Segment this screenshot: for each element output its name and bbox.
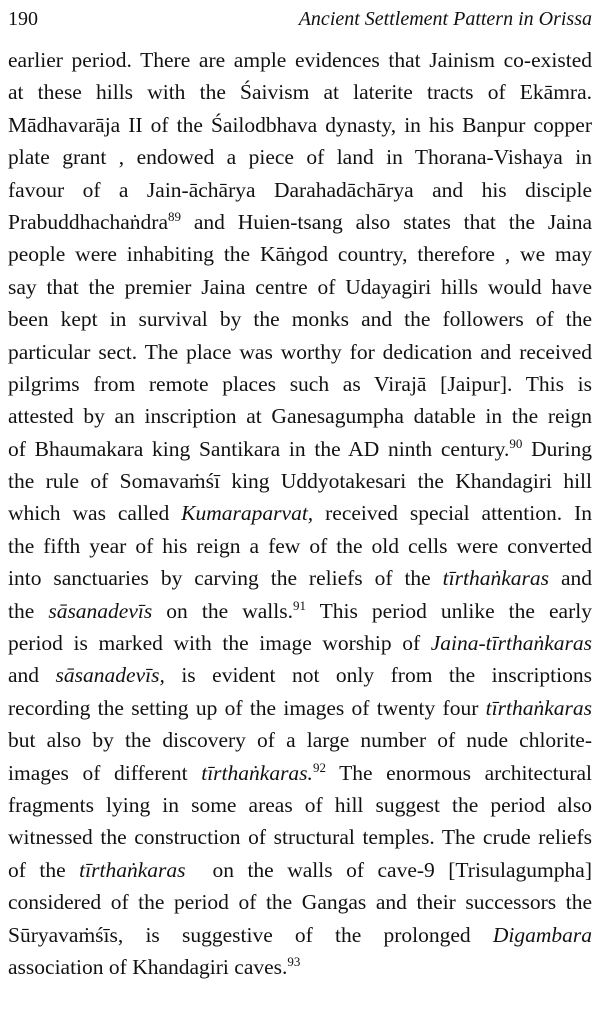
text-line bbox=[8, 951, 592, 983]
text-line bbox=[8, 303, 592, 335]
text-line bbox=[8, 238, 592, 270]
italic-term: sāsanadevīs bbox=[48, 598, 153, 623]
footnote-marker: 91 bbox=[292, 597, 306, 613]
text-run: of Bhaumakara king Santikara in the AD ninth century. bbox=[8, 436, 510, 461]
italic-term: Jaina-tīrthaṅkaras bbox=[430, 631, 592, 656]
text-run: During bbox=[522, 436, 592, 461]
text-line bbox=[8, 400, 592, 432]
text-line bbox=[8, 627, 592, 659]
text-line bbox=[8, 659, 592, 691]
text-line bbox=[8, 886, 592, 918]
text-line bbox=[8, 724, 592, 756]
text-run: say that the premier Jaina centre of Udayagiri hills would have bbox=[8, 274, 592, 299]
text-run: association of Khandagiri caves. bbox=[8, 954, 288, 979]
text-line bbox=[8, 271, 592, 303]
text-line bbox=[8, 562, 592, 594]
text-run: This period unlike the early bbox=[305, 598, 592, 623]
italic-term: sāsanadevīs, bbox=[55, 663, 165, 688]
text-run: but also by the discovery of a large number of nude chlorite- bbox=[8, 728, 592, 753]
text-line bbox=[8, 692, 592, 724]
text-line bbox=[8, 174, 592, 206]
text-run: period is marked with the image worship of bbox=[8, 631, 431, 656]
footnote-marker: 89 bbox=[168, 208, 181, 224]
text-run: favour of a Jain-āchārya Darahadāchārya and his disciple bbox=[8, 177, 592, 202]
body-paragraph bbox=[8, 44, 592, 983]
text-run: people were inhabiting the Kāṅgod country, therefore , we may bbox=[8, 242, 592, 267]
text-run: is evident not only from the inscriptions bbox=[164, 663, 592, 688]
text-line bbox=[8, 109, 592, 141]
text-line bbox=[8, 368, 592, 400]
text-run: of the bbox=[8, 857, 80, 882]
text-line bbox=[8, 530, 592, 562]
italic-term: Digambara bbox=[492, 922, 592, 947]
text-line bbox=[8, 757, 592, 789]
text-run: received special attention. In bbox=[313, 501, 592, 526]
text-run: on the walls of cave-9 [Trisulagumpha] bbox=[185, 857, 592, 882]
italic-term: tīrthaṅkaras bbox=[79, 857, 186, 882]
text-run: Sūryavaṁśīs, is suggestive of the prolonged bbox=[8, 922, 493, 947]
text-line bbox=[8, 44, 592, 76]
footnote-marker: 93 bbox=[287, 953, 301, 969]
text-run: recording the setting up of the images of twenty four bbox=[8, 695, 486, 720]
text-line bbox=[8, 141, 592, 173]
text-run: images of different bbox=[8, 760, 202, 785]
text-line bbox=[8, 433, 592, 465]
text-run: attested by an inscription at Ganesagumpha datable in the reign bbox=[8, 404, 592, 429]
text-run: The enormous architectural bbox=[325, 760, 592, 785]
italic-term: Kumaraparvat, bbox=[181, 501, 314, 526]
text-line bbox=[8, 854, 592, 886]
text-run: earlier period. There are ample evidences that Jainism co-existed bbox=[8, 48, 592, 72]
footnote-marker: 90 bbox=[509, 435, 523, 451]
text-run: and bbox=[549, 566, 592, 591]
page-number: 190 bbox=[8, 8, 38, 30]
footnote-marker: 92 bbox=[312, 759, 326, 775]
text-line bbox=[8, 789, 592, 821]
text-line bbox=[8, 465, 592, 497]
text-line bbox=[8, 497, 592, 529]
text-run: which was called bbox=[8, 501, 182, 526]
text-run: fragments lying in some areas of hill suggest the period also bbox=[8, 792, 592, 817]
text-run: the bbox=[8, 598, 49, 623]
text-run: Mādhavarāja II of the Śailodbhava dynasty, in his Banpur copper bbox=[8, 112, 592, 137]
text-run: into sanctuaries by carving the reliefs of the bbox=[8, 566, 443, 591]
text-run: considered of the period of the Gangas and their successors the bbox=[8, 890, 592, 915]
text-line bbox=[8, 206, 592, 238]
page-header bbox=[8, 2, 592, 36]
italic-term: tīrthaṅkaras bbox=[485, 695, 592, 720]
text-run: the rule of Somavaṁśī king Uddyotakesari the Khandagiri hill bbox=[8, 469, 592, 494]
text-run: been kept in survival by the monks and the followers of the bbox=[8, 307, 592, 332]
text-run: witnessed the construction of structural temples. The crude reliefs bbox=[8, 825, 592, 850]
text-run: the fifth year of his reign a few of the old cells were converted bbox=[8, 533, 592, 558]
text-line bbox=[8, 821, 592, 853]
text-run: pilgrims from remote places such as Virajā [Jaipur]. This is bbox=[8, 371, 592, 396]
text-line bbox=[8, 919, 592, 951]
text-run: at these hills with the Śaivism at laterite tracts of Ekāmra. bbox=[8, 80, 592, 105]
text-run: plate grant , endowed a piece of land in Thorana-Vishaya in bbox=[8, 145, 592, 170]
text-line bbox=[8, 336, 592, 368]
text-line bbox=[8, 595, 592, 627]
text-run: on the walls. bbox=[152, 598, 293, 623]
text-run: Prabuddhachaṅdra bbox=[8, 209, 168, 234]
italic-term: tīrthaṅkaras. bbox=[201, 760, 313, 785]
running-title: Ancient Settlement Pattern in Orissa bbox=[298, 8, 592, 30]
text-run: particular sect. The place was worthy for dedication and received bbox=[8, 339, 592, 364]
text-run: and bbox=[8, 663, 56, 688]
text-line bbox=[8, 76, 592, 108]
italic-term: tīrthaṅkaras bbox=[442, 566, 549, 591]
text-run: and Huien-tsang also states that the Jaina bbox=[181, 209, 592, 234]
